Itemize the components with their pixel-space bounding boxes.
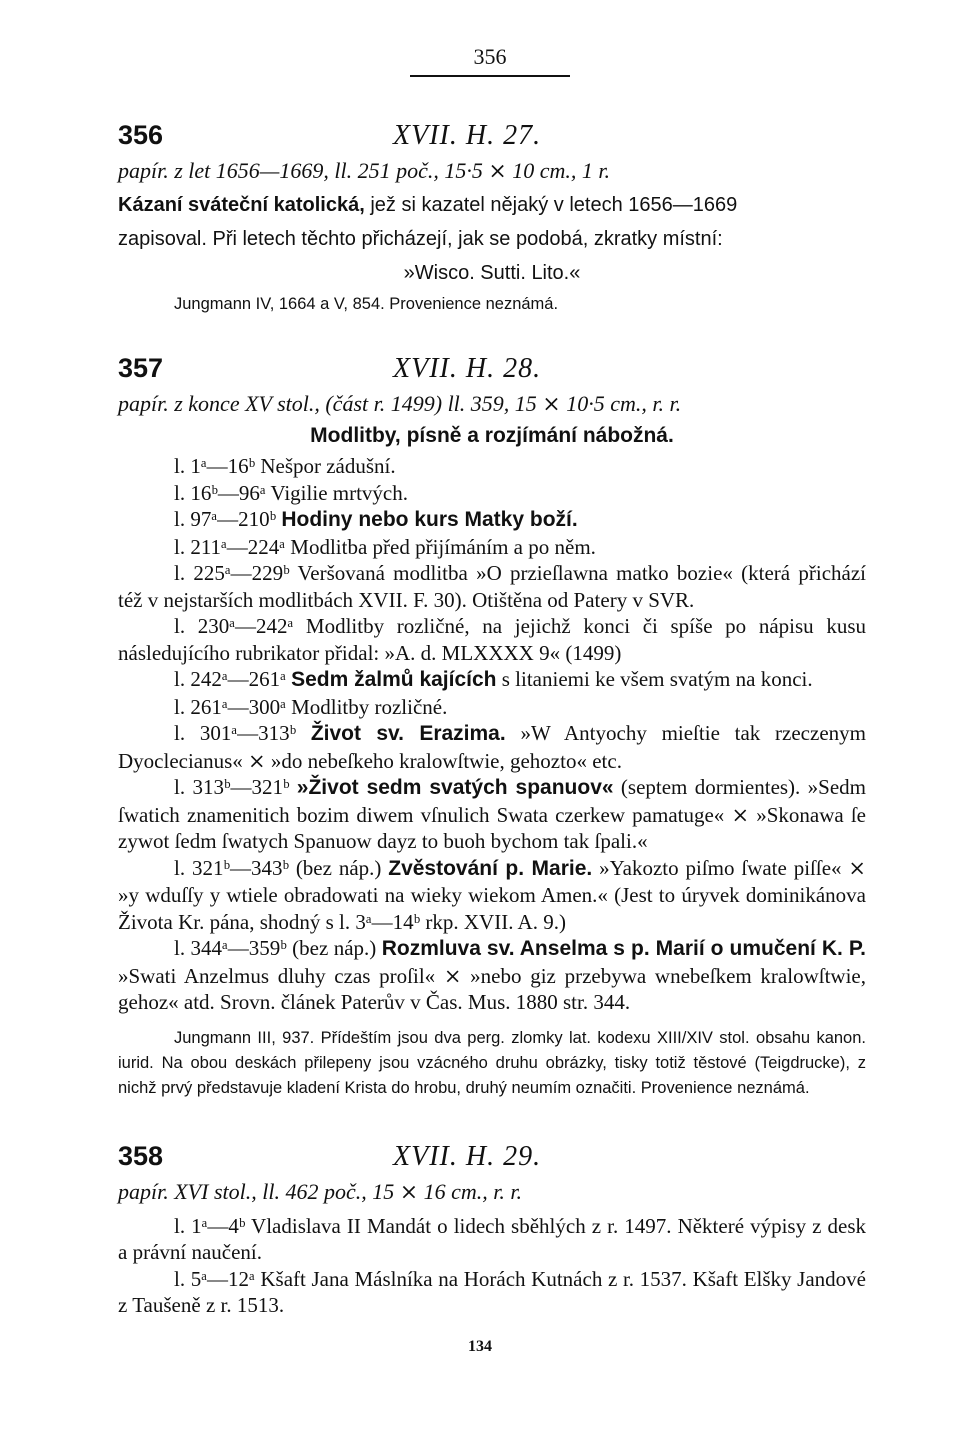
- folio-range: l. 313ᵇ—321ᵇ: [174, 775, 297, 799]
- item: l. 230ᵃ—242ᵃ Modlitby rozličné, na jejichž konci či spíše po nápisu kusu následujícího rubrikator přidal: »A. d. MLXXXX 9« (1499): [118, 614, 866, 665]
- entry-text-line: »Wisco. Sutti. Lito.«: [403, 262, 581, 284]
- entry-356: [118, 120, 866, 317]
- entry-title: Kázaní sváteční katolická,: [118, 194, 365, 216]
- item-title: Sedm žalmů kajících: [291, 668, 497, 691]
- entry-357: [118, 353, 866, 1101]
- item: l. 225ᵃ—229ᵇ Veršovaná modlitba »O przieſlawna matko bozie« (která přichází též v nejstarších modlitbách XVII. F. 30). Otištěna od Patery v SVR.: [118, 561, 866, 612]
- entry-358: [118, 1141, 866, 1319]
- item: l. 261ᵃ—300ᵃ Modlitby rozličné.: [174, 694, 448, 719]
- literature-note: Jungmann III, 937. Přídeštím jsou dva perg. zlomky lat. kodexu XIII/XIV stol. obsahu kanon. iurid. Na obou deskách přilepeny jsou vzácného druhu obrázky, tisky totiž těstové (Teigdrucke), z nichž prvý představuje kladení Krista do hrobu, druhý neumím označiti. Provenience neznámá.: [118, 1028, 866, 1097]
- entry-header: [118, 120, 866, 152]
- entry-title-rest: jež si kazatel nějaký v letech 1656—1669: [364, 194, 738, 216]
- item: [118, 506, 866, 534]
- literature-note: Jungmann IV, 1664 a V, 854. Provenience neznámá.: [174, 295, 559, 313]
- entry-title: Modlitby, písně a rozjímání nábožná.: [310, 424, 674, 447]
- page-number: 134: [468, 1338, 492, 1355]
- entry-items: [118, 453, 866, 1016]
- entry-header: [118, 1141, 866, 1173]
- item-text: s litaniemi ke všem svatým na konci.: [496, 667, 813, 691]
- folio-range: l. 242ᵃ—261ᵃ: [174, 667, 292, 691]
- folio-range: l. 97ᵃ—210ᵇ: [174, 507, 282, 531]
- item: [118, 855, 866, 936]
- item-text: »Swati Anzelmus dluhy czas proſil« ⨯ »nebo giz przebywa wnebeſkem kralowſtwie, gehoz« atd. Srovn. článek Paterův v Čas. Mus. 1880 str. 344.: [118, 963, 866, 1014]
- item: [118, 666, 866, 694]
- shelf-mark: XVII. H. 27.: [393, 120, 542, 151]
- item-title: Hodiny nebo kurs Matky boží.: [281, 508, 578, 531]
- entry-description: papír. z konce XV stol., (část r. 1499) ll. 359, 15 ⨯ 10·5 cm., r. r.: [118, 391, 682, 416]
- item: [118, 935, 866, 1016]
- entry-text-line: zapisoval. Při letech těchto přicházejí, jak se podobá, zkratky místní:: [118, 228, 723, 250]
- entry-description: papír. z let 1656—1669, ll. 251 poč., 15·5 ⨯ 10 cm., 1 r.: [118, 158, 611, 183]
- item-title: Život sv. Erazima.: [310, 722, 506, 745]
- item: [118, 774, 866, 855]
- item: l. 1ᵃ—16ᵇ Nešpor zádušní.: [174, 454, 396, 478]
- entry-number: 358: [118, 1140, 164, 1171]
- item-title: Rozmluva sv. Anselma s p. Marií o umučení K. P.: [381, 937, 866, 960]
- item: [118, 720, 866, 774]
- catalogue-content: [118, 120, 866, 1319]
- entry-number: 357: [118, 353, 164, 383]
- item: l. 5ᵃ—12ᵃ Kšaft Jana Máslníka na Horách Kutnách z r. 1537. Kšaft Elšky Jandové z Taušeně z r. 1513.: [118, 1266, 866, 1317]
- shelf-mark: XVII. H. 28.: [393, 353, 542, 384]
- item-text: (septem dormientes). »Sedm ſwatich znamenitich bozim diwem vſnulich Swata czerkew pamatuge« ⨯ »Skonawa ſe zywot ſedm ſwatych Spanuow dayz to buoh bychom tak ſpali.«: [118, 775, 866, 853]
- entry-header: [118, 353, 866, 385]
- item-title: »Život sedm svatých spanuov«: [296, 776, 614, 799]
- entry-title-line: [118, 192, 866, 218]
- item: l. 211ᵃ—224ᵃ Modlitba před přijímáním a po něm.: [174, 534, 596, 559]
- item: l. 16ᵇ—96ᵃ Vigilie mrtvých.: [174, 480, 408, 505]
- item-text: »W Antyochy mieſtie tak rzeczenym Dyoclecianus« ⨯ »do nebeſkeho kralowſtwie, gehozto« etc.: [118, 721, 866, 773]
- entry-items: [118, 1213, 866, 1319]
- folio-range: l. 321ᵇ—343ᵇ (bez náp.): [174, 855, 389, 880]
- entry-description: papír. XVI stol., ll. 462 poč., 15 ⨯ 16 cm., r. r.: [118, 1178, 523, 1204]
- running-head: 356: [410, 44, 570, 77]
- shelf-mark: XVII. H. 29.: [393, 1140, 542, 1172]
- folio-range: l. 301ᵃ—313ᵇ: [174, 721, 311, 745]
- entry-number: 356: [118, 120, 164, 150]
- item-title: Zvěstování p. Marie.: [388, 856, 593, 880]
- folio-range: l. 344ᵃ—359ᵇ (bez náp.): [174, 936, 382, 960]
- item: l. 1ᵃ—4ᵇ Vladislava II Mandát o lidech sběhlých z r. 1497. Některé výpisy z desk a právní naučení.: [118, 1213, 866, 1264]
- item-text: »Yakozto piſmo ſwate piſſe« ⨯ »y wduſſy y wtiele obradowati na wieky wiekom Amen.« (Jest to úryvek dominikánova Života Kr. pána, shodný s l. 3ᵃ—14ᵇ rkp. XVII. A. 9.): [118, 855, 866, 934]
